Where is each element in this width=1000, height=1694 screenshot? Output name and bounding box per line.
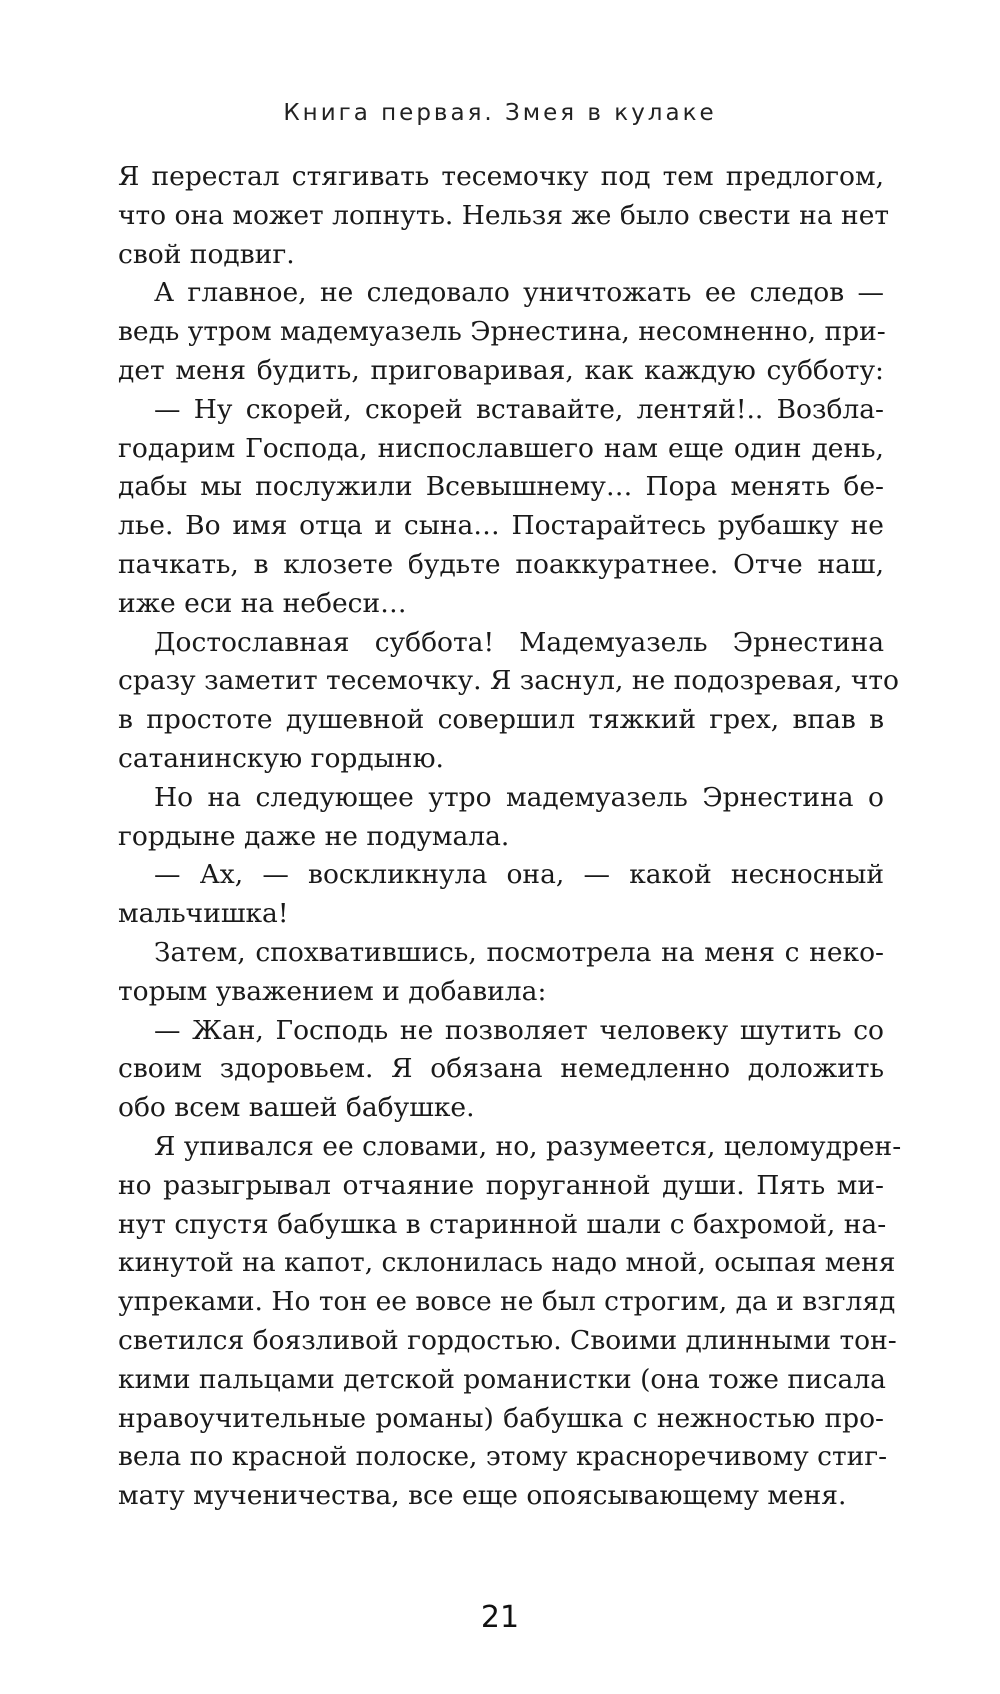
text-line: что она может лопнуть. Нельзя же было свести на нет <box>118 199 890 231</box>
text-line: но разыгрывал отчаяние поруганной души. Пять ми- <box>118 1169 884 1201</box>
text-line: годарим Господа, ниспославшего нам еще один день, <box>118 432 884 464</box>
text-line: мату мученичества, все еще опоясывающему меня. <box>118 1480 847 1512</box>
text-line: обо всем вашей бабушке. <box>118 1092 475 1124</box>
text-line: — Ах, — воскликнула она, — какой несносный <box>154 859 884 891</box>
text-line: упреками. Но тон ее вовсе не был строгим, да и взгляд <box>118 1286 896 1318</box>
text-line: Затем, спохватившись, посмотрела на меня с неко- <box>154 936 884 968</box>
text-line: пачкать, в клозете будьте поаккуратнее. Отче наш, <box>118 548 884 580</box>
text-line: кими пальцами детской романистки (она тоже писала <box>118 1363 886 1395</box>
text-line: кинутой на капот, склонилась надо мной, осыпая меня <box>118 1247 896 1279</box>
text-line: дабы мы послужили Всевышнему… Пора менять бе- <box>118 471 884 503</box>
text-line: гордыне даже не подумала. <box>118 820 510 852</box>
text-line: вела по красной полоске, этому красноречивому стиг- <box>118 1441 888 1473</box>
page-body <box>118 158 902 1516</box>
text-line: Но на следующее утро мадемуазель Эрнестина о <box>154 781 884 813</box>
text-line: Достославная суббота! Мадемуазель Эрнестина <box>154 626 884 658</box>
text-line: нут спустя бабушка в старинной шали с бахромой, на- <box>118 1208 887 1240</box>
text-line: иже еси на небеси… <box>118 587 407 619</box>
text-line: А главное, не следовало уничтожать ее следов — <box>154 277 884 309</box>
text-line: Я перестал стягивать тесемочку под тем предлогом, <box>118 161 884 192</box>
text-line: торым уважением и добавила: <box>118 975 547 1007</box>
text-line: сразу заметит тесемочку. Я заснул, не подозревая, что <box>118 665 900 697</box>
page-number: 21 <box>480 1600 520 1635</box>
text-line: Я упивался ее словами, но, разумеется, целомудрен- <box>154 1130 902 1162</box>
text-line: сатанинскую гордыню. <box>118 742 444 774</box>
text-line: лье. Во имя отца и сына… Постарайтесь рубашку не <box>118 510 884 542</box>
text-line: — Ну скорей, скорей вставайте, лентяй!.. Возбла- <box>154 393 884 425</box>
text-line: ведь утром мадемуазель Эрнестина, несомненно, при- <box>118 316 886 348</box>
text-line: своим здоровьем. Я обязана немедленно доложить <box>118 1053 884 1085</box>
text-line: нравоучительные романы) бабушка с нежностью про- <box>118 1402 884 1434</box>
text-line: свой подвиг. <box>118 238 295 270</box>
text-line: светился боязливой гордостью. Своими длинными тон- <box>118 1324 897 1356</box>
text-line: в простоте душевной совершил тяжкий грех, впав в <box>118 704 884 736</box>
text-line: — Жан, Господь не позволяет человеку шутить со <box>154 1014 884 1046</box>
running-head: Книга первая. Змея в кулаке <box>283 100 717 126</box>
text-line: мальчишка! <box>118 898 289 930</box>
text-line: дет меня будить, приговаривая, как каждую субботу: <box>118 354 884 386</box>
